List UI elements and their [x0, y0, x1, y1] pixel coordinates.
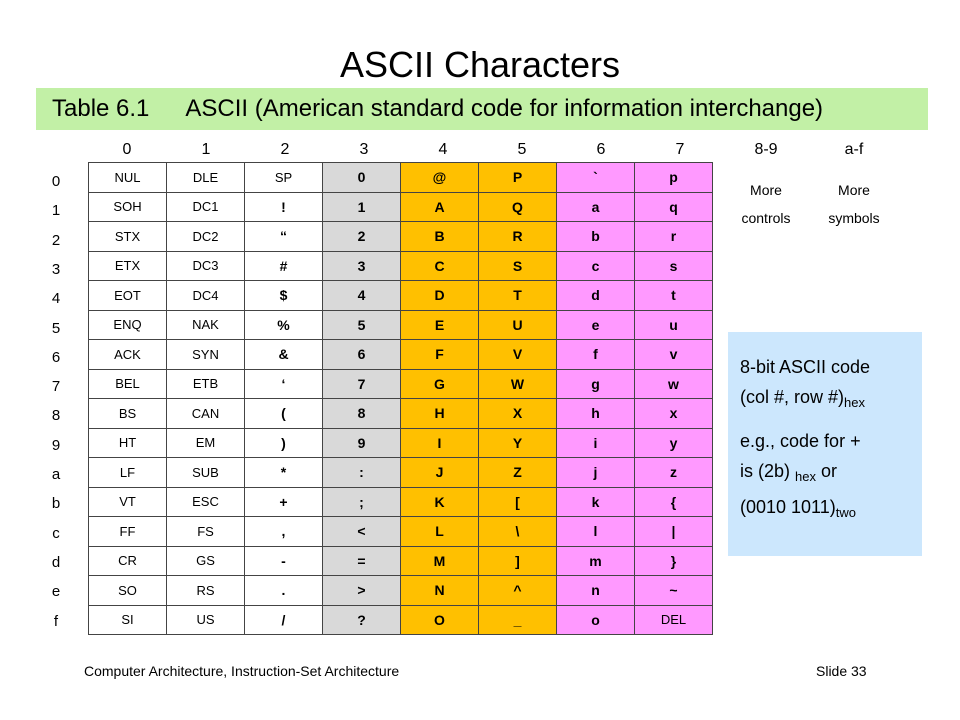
row-header-8: 8	[51, 407, 61, 425]
ascii-cell: Z	[479, 458, 557, 488]
ascii-table	[88, 162, 713, 635]
footer-course: Computer Architecture, Instruction-Set Architecture	[84, 663, 400, 679]
row-header-7: 7	[51, 378, 61, 396]
ascii-cell: a	[557, 193, 635, 223]
row-header-c: c	[52, 524, 60, 542]
ascii-cell: D	[401, 281, 479, 311]
ascii-cell: T	[479, 281, 557, 311]
row-header-3: 3	[51, 260, 61, 278]
ascii-cell: E	[401, 311, 479, 341]
more-controls-line1: More	[750, 182, 782, 198]
ascii-cell: NAK	[167, 311, 245, 341]
ascii-cell: Y	[479, 429, 557, 459]
ascii-cell: n	[557, 576, 635, 606]
ascii-cell: c	[557, 252, 635, 282]
ascii-cell: F	[401, 340, 479, 370]
ascii-cell: SOH	[89, 193, 167, 223]
ascii-cell: DC1	[167, 193, 245, 223]
ascii-cell: ?	[323, 606, 401, 636]
ascii-cell: g	[557, 370, 635, 400]
column-header-6: 6	[596, 141, 606, 158]
info-example-line: e.g., code for +	[740, 431, 861, 451]
ascii-cell: ‘	[245, 370, 323, 400]
more-controls-note	[716, 176, 816, 232]
ascii-cell: FF	[89, 517, 167, 547]
ascii-cell: =	[323, 547, 401, 577]
ascii-cell: HT	[89, 429, 167, 459]
ascii-cell: FS	[167, 517, 245, 547]
ascii-cell: 3	[323, 252, 401, 282]
ascii-cell: u	[635, 311, 713, 341]
ascii-cell: DC4	[167, 281, 245, 311]
ascii-cell: ,	[245, 517, 323, 547]
ascii-cell: ESC	[167, 488, 245, 518]
ascii-cell: SO	[89, 576, 167, 606]
ascii-cell: \	[479, 517, 557, 547]
ascii-cell: I	[401, 429, 479, 459]
ascii-cell: DLE	[167, 163, 245, 193]
ascii-cell: GS	[167, 547, 245, 577]
ascii-cell: C	[401, 252, 479, 282]
ascii-cell: }	[635, 547, 713, 577]
ascii-cell: M	[401, 547, 479, 577]
row-header-f: f	[53, 612, 59, 630]
ascii-cell: z	[635, 458, 713, 488]
ascii-cell: -	[245, 547, 323, 577]
ascii-cell: p	[635, 163, 713, 193]
ascii-cell: :	[323, 458, 401, 488]
row-header-e: e	[51, 583, 61, 601]
column-header-5: 5	[517, 141, 527, 158]
ascii-cell: ETX	[89, 252, 167, 282]
ascii-cell: |	[635, 517, 713, 547]
footer-slide-number: Slide 33	[816, 663, 867, 679]
ascii-cell: m	[557, 547, 635, 577]
ascii-cell: ]	[479, 547, 557, 577]
ascii-cell: 1	[323, 193, 401, 223]
row-header-d: d	[51, 553, 61, 571]
ascii-cell: j	[557, 458, 635, 488]
column-header-4: 4	[438, 141, 448, 158]
ascii-cell: NUL	[89, 163, 167, 193]
more-symbols-line1: More	[838, 182, 870, 198]
ascii-cell: V	[479, 340, 557, 370]
ascii-cell: f	[557, 340, 635, 370]
column-header-a-f: a-f	[844, 141, 864, 158]
info-example	[740, 426, 922, 528]
ascii-cell: O	[401, 606, 479, 636]
ascii-cell: b	[557, 222, 635, 252]
info-format-sub: hex	[844, 395, 865, 410]
row-header-b: b	[51, 495, 61, 513]
ascii-cell: 0	[323, 163, 401, 193]
ascii-cell: 9	[323, 429, 401, 459]
more-symbols-note	[804, 176, 904, 232]
ascii-cell: ~	[635, 576, 713, 606]
ascii-cell: e	[557, 311, 635, 341]
ascii-cell: 2	[323, 222, 401, 252]
ascii-cell: [	[479, 488, 557, 518]
ascii-cell: *	[245, 458, 323, 488]
ascii-cell: VT	[89, 488, 167, 518]
ascii-cell: /	[245, 606, 323, 636]
ascii-cell: _	[479, 606, 557, 636]
ascii-cell: SYN	[167, 340, 245, 370]
info-example-binary: (0010 1011)	[740, 497, 836, 517]
ascii-cell: 5	[323, 311, 401, 341]
ascii-cell: DC3	[167, 252, 245, 282]
table-caption: ASCII (American standard code for information interchange)	[185, 95, 824, 122]
ascii-cell: P	[479, 163, 557, 193]
ascii-cell: x	[635, 399, 713, 429]
ascii-cell: l	[557, 517, 635, 547]
ascii-cell: @	[401, 163, 479, 193]
ascii-cell: ACK	[89, 340, 167, 370]
ascii-cell: `	[557, 163, 635, 193]
ascii-cell: 7	[323, 370, 401, 400]
ascii-cell: o	[557, 606, 635, 636]
ascii-cell: BS	[89, 399, 167, 429]
ascii-cell: ENQ	[89, 311, 167, 341]
table-caption-banner	[36, 88, 928, 130]
ascii-cell: q	[635, 193, 713, 223]
column-header-1: 1	[201, 141, 211, 158]
ascii-cell: #	[245, 252, 323, 282]
ascii-cell: G	[401, 370, 479, 400]
ascii-cell: N	[401, 576, 479, 606]
ascii-cell: i	[557, 429, 635, 459]
ascii-cell: k	[557, 488, 635, 518]
ascii-cell: CAN	[167, 399, 245, 429]
ascii-cell: DC2	[167, 222, 245, 252]
column-header-7: 7	[675, 141, 685, 158]
ascii-cell: RS	[167, 576, 245, 606]
ascii-cell: US	[167, 606, 245, 636]
ascii-cell: 4	[323, 281, 401, 311]
ascii-cell: “	[245, 222, 323, 252]
ascii-cell: U	[479, 311, 557, 341]
column-header-0: 0	[122, 141, 132, 158]
info-line-1	[740, 352, 922, 418]
ascii-cell: v	[635, 340, 713, 370]
ascii-cell: BEL	[89, 370, 167, 400]
info-format: (col #, row #)	[740, 387, 845, 407]
ascii-cell: $	[245, 281, 323, 311]
ascii-cell: ETB	[167, 370, 245, 400]
ascii-cell: +	[245, 488, 323, 518]
ascii-cell: EOT	[89, 281, 167, 311]
ascii-cell: EM	[167, 429, 245, 459]
ascii-cell: STX	[89, 222, 167, 252]
ascii-cell: t	[635, 281, 713, 311]
ascii-cell: 6	[323, 340, 401, 370]
ascii-cell: R	[479, 222, 557, 252]
info-title: 8-bit ASCII code	[740, 357, 871, 377]
row-header-9: 9	[51, 436, 61, 454]
row-header-2: 2	[51, 231, 61, 249]
row-header-6: 6	[51, 348, 61, 366]
table-label: Table 6.1	[52, 95, 150, 122]
ascii-cell: ^	[479, 576, 557, 606]
ascii-cell: A	[401, 193, 479, 223]
ascii-cell: LF	[89, 458, 167, 488]
row-header-a: a	[51, 466, 61, 483]
ascii-cell: >	[323, 576, 401, 606]
ascii-cell: SUB	[167, 458, 245, 488]
column-header-3: 3	[359, 141, 369, 158]
slide-title: ASCII Characters	[339, 44, 621, 85]
ascii-cell: s	[635, 252, 713, 282]
ascii-cell: L	[401, 517, 479, 547]
row-header-4: 4	[51, 290, 61, 308]
more-controls-line2: controls	[741, 210, 791, 226]
ascii-cell: Q	[479, 193, 557, 223]
row-header-5: 5	[51, 319, 61, 337]
info-example-or: or	[815, 461, 837, 481]
ascii-cell: h	[557, 399, 635, 429]
column-header-2: 2	[280, 141, 290, 158]
ascii-cell: J	[401, 458, 479, 488]
ascii-cell: W	[479, 370, 557, 400]
ascii-cell: K	[401, 488, 479, 518]
ascii-cell: SP	[245, 163, 323, 193]
ascii-cell: &	[245, 340, 323, 370]
ascii-cell: d	[557, 281, 635, 311]
ascii-cell: CR	[89, 547, 167, 577]
row-header-0: 0	[51, 173, 61, 190]
ascii-cell: <	[323, 517, 401, 547]
ascii-cell: H	[401, 399, 479, 429]
more-symbols-line2: symbols	[828, 210, 880, 226]
info-example-hex: is (2b)	[740, 461, 796, 481]
ascii-cell: 8	[323, 399, 401, 429]
info-example-hex-sub: hex	[795, 469, 816, 484]
ascii-cell: S	[479, 252, 557, 282]
ascii-cell: (	[245, 399, 323, 429]
ascii-cell: !	[245, 193, 323, 223]
ascii-cell: DEL	[635, 606, 713, 636]
info-example-binary-sub: two	[835, 505, 856, 520]
ascii-cell: {	[635, 488, 713, 518]
ascii-cell: ;	[323, 488, 401, 518]
ascii-cell: X	[479, 399, 557, 429]
ascii-cell: B	[401, 222, 479, 252]
column-header-8-9: 8-9	[754, 141, 778, 158]
row-header-1: 1	[51, 202, 61, 220]
ascii-cell: )	[245, 429, 323, 459]
ascii-cell: w	[635, 370, 713, 400]
ascii-cell: y	[635, 429, 713, 459]
ascii-code-info-box	[728, 332, 922, 556]
ascii-cell: %	[245, 311, 323, 341]
ascii-cell: .	[245, 576, 323, 606]
ascii-cell: SI	[89, 606, 167, 636]
ascii-cell: r	[635, 222, 713, 252]
